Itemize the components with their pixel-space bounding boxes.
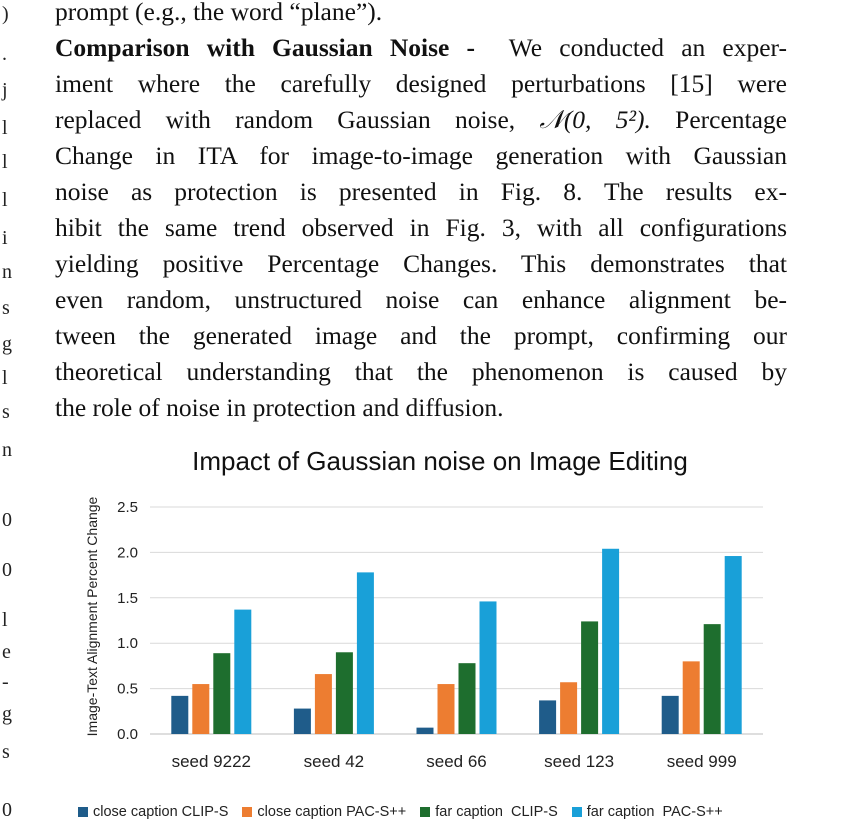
bar bbox=[725, 556, 742, 734]
section-heading: Comparison with Gaussian Noise - bbox=[55, 33, 475, 62]
bar bbox=[315, 674, 332, 734]
margin-glyph: n bbox=[2, 261, 12, 283]
margin-glyph: e bbox=[2, 641, 11, 663]
margin-glyph: l bbox=[2, 609, 8, 631]
text-line: yielding positive Percentage Changes. This demonstrates that bbox=[55, 249, 787, 278]
bar bbox=[336, 652, 353, 734]
paragraph bbox=[55, 0, 787, 426]
bar bbox=[213, 653, 230, 734]
legend-item bbox=[572, 804, 723, 820]
text-line: theoretical understanding that the phenomenon is caused by bbox=[55, 357, 787, 386]
legend-item bbox=[242, 804, 406, 820]
bar bbox=[417, 728, 434, 734]
bar bbox=[560, 682, 577, 734]
margin-glyph: n bbox=[2, 439, 12, 461]
legend-label: close caption CLIP-S bbox=[93, 804, 229, 820]
x-tick-label: seed 123 bbox=[544, 752, 615, 771]
bar bbox=[357, 572, 374, 734]
text-line: tween the generated image and the prompt, confirming our bbox=[55, 321, 787, 350]
bar bbox=[192, 684, 209, 734]
bar bbox=[459, 663, 476, 734]
bar bbox=[234, 610, 251, 734]
x-tick-label: seed 9222 bbox=[171, 752, 252, 771]
bar-chart bbox=[70, 440, 790, 831]
margin-glyph: ) bbox=[2, 3, 9, 25]
chart-plot bbox=[70, 440, 790, 800]
y-tick-label: 0.5 bbox=[117, 680, 138, 698]
y-axis-label: Image-Text Alignment Percent Change bbox=[84, 496, 100, 737]
text-line: noise as protection is presented in Fig. 8. The results ex- bbox=[55, 177, 787, 206]
left-margin-glyphs bbox=[2, 0, 16, 831]
x-tick-label: seed 42 bbox=[303, 752, 365, 771]
chart-title: Impact of Gaussian noise on Image Editing bbox=[192, 446, 688, 476]
margin-glyph: j bbox=[2, 79, 8, 101]
bar bbox=[581, 621, 598, 734]
margin-glyph: s bbox=[2, 401, 10, 423]
margin-glyph: l bbox=[2, 367, 8, 389]
y-tick-label: 1.0 bbox=[117, 635, 138, 653]
margin-glyph: 0 bbox=[2, 799, 12, 821]
margin-glyph: 0 bbox=[2, 509, 12, 531]
bar bbox=[480, 601, 497, 734]
text-fragment: replaced with random Gaussian noise, bbox=[55, 105, 516, 134]
legend-label: close caption PAC-S++ bbox=[257, 804, 407, 820]
legend-swatch bbox=[420, 807, 430, 817]
legend-swatch bbox=[78, 807, 88, 817]
bar bbox=[704, 624, 721, 734]
chart-legend bbox=[78, 804, 798, 820]
margin-glyph: g bbox=[2, 703, 12, 725]
bar bbox=[171, 696, 188, 734]
margin-glyph: l bbox=[2, 151, 8, 173]
text-line bbox=[55, 30, 787, 66]
x-tick-label: seed 66 bbox=[426, 752, 487, 771]
bar bbox=[539, 700, 556, 734]
margin-glyph: l bbox=[2, 117, 8, 139]
y-tick-label: 2.5 bbox=[117, 499, 138, 516]
y-tick-label: 0.0 bbox=[117, 726, 138, 743]
text-line: Change in ITA for image-to-image generation with Gaussian bbox=[55, 141, 787, 170]
legend-item bbox=[78, 804, 228, 820]
x-tick-label: seed 999 bbox=[666, 752, 737, 771]
legend-item bbox=[420, 804, 558, 820]
bar bbox=[662, 696, 679, 734]
margin-glyph: 0 bbox=[2, 559, 12, 581]
margin-glyph: s bbox=[2, 297, 10, 319]
margin-glyph: l bbox=[2, 189, 8, 211]
y-tick-label: 2.0 bbox=[117, 544, 138, 562]
text-fragment: Percentage bbox=[675, 105, 788, 134]
bar bbox=[602, 549, 619, 734]
margin-glyph: - bbox=[2, 671, 9, 693]
math-expression: 𝒩(0, 5²). bbox=[539, 105, 651, 134]
legend-swatch bbox=[242, 807, 252, 817]
margin-glyph: i bbox=[2, 227, 8, 249]
y-tick-label: 1.5 bbox=[117, 589, 138, 607]
text-line: prompt (e.g., the word “plane”). bbox=[55, 0, 383, 26]
bar bbox=[294, 709, 311, 734]
text-line: hibit the same trend observed in Fig. 3, with all configurations bbox=[55, 213, 787, 242]
margin-glyph: . bbox=[2, 43, 7, 65]
text-line: the role of noise in protection and diffusion. bbox=[55, 393, 504, 422]
legend-label: far caption PAC-S++ bbox=[586, 804, 723, 820]
margin-glyph: s bbox=[2, 741, 10, 763]
text-fragment: We conducted an exper- bbox=[508, 33, 788, 62]
bar bbox=[683, 661, 700, 734]
legend-swatch bbox=[572, 807, 582, 817]
legend-label: far caption CLIP-S bbox=[435, 804, 558, 820]
bar bbox=[438, 684, 455, 734]
margin-glyph: g bbox=[2, 333, 12, 355]
text-line: iment where the carefully designed perturbations [15] were bbox=[55, 69, 787, 98]
text-line: even random, unstructured noise can enhance alignment be- bbox=[55, 285, 787, 314]
text-line bbox=[55, 102, 787, 138]
